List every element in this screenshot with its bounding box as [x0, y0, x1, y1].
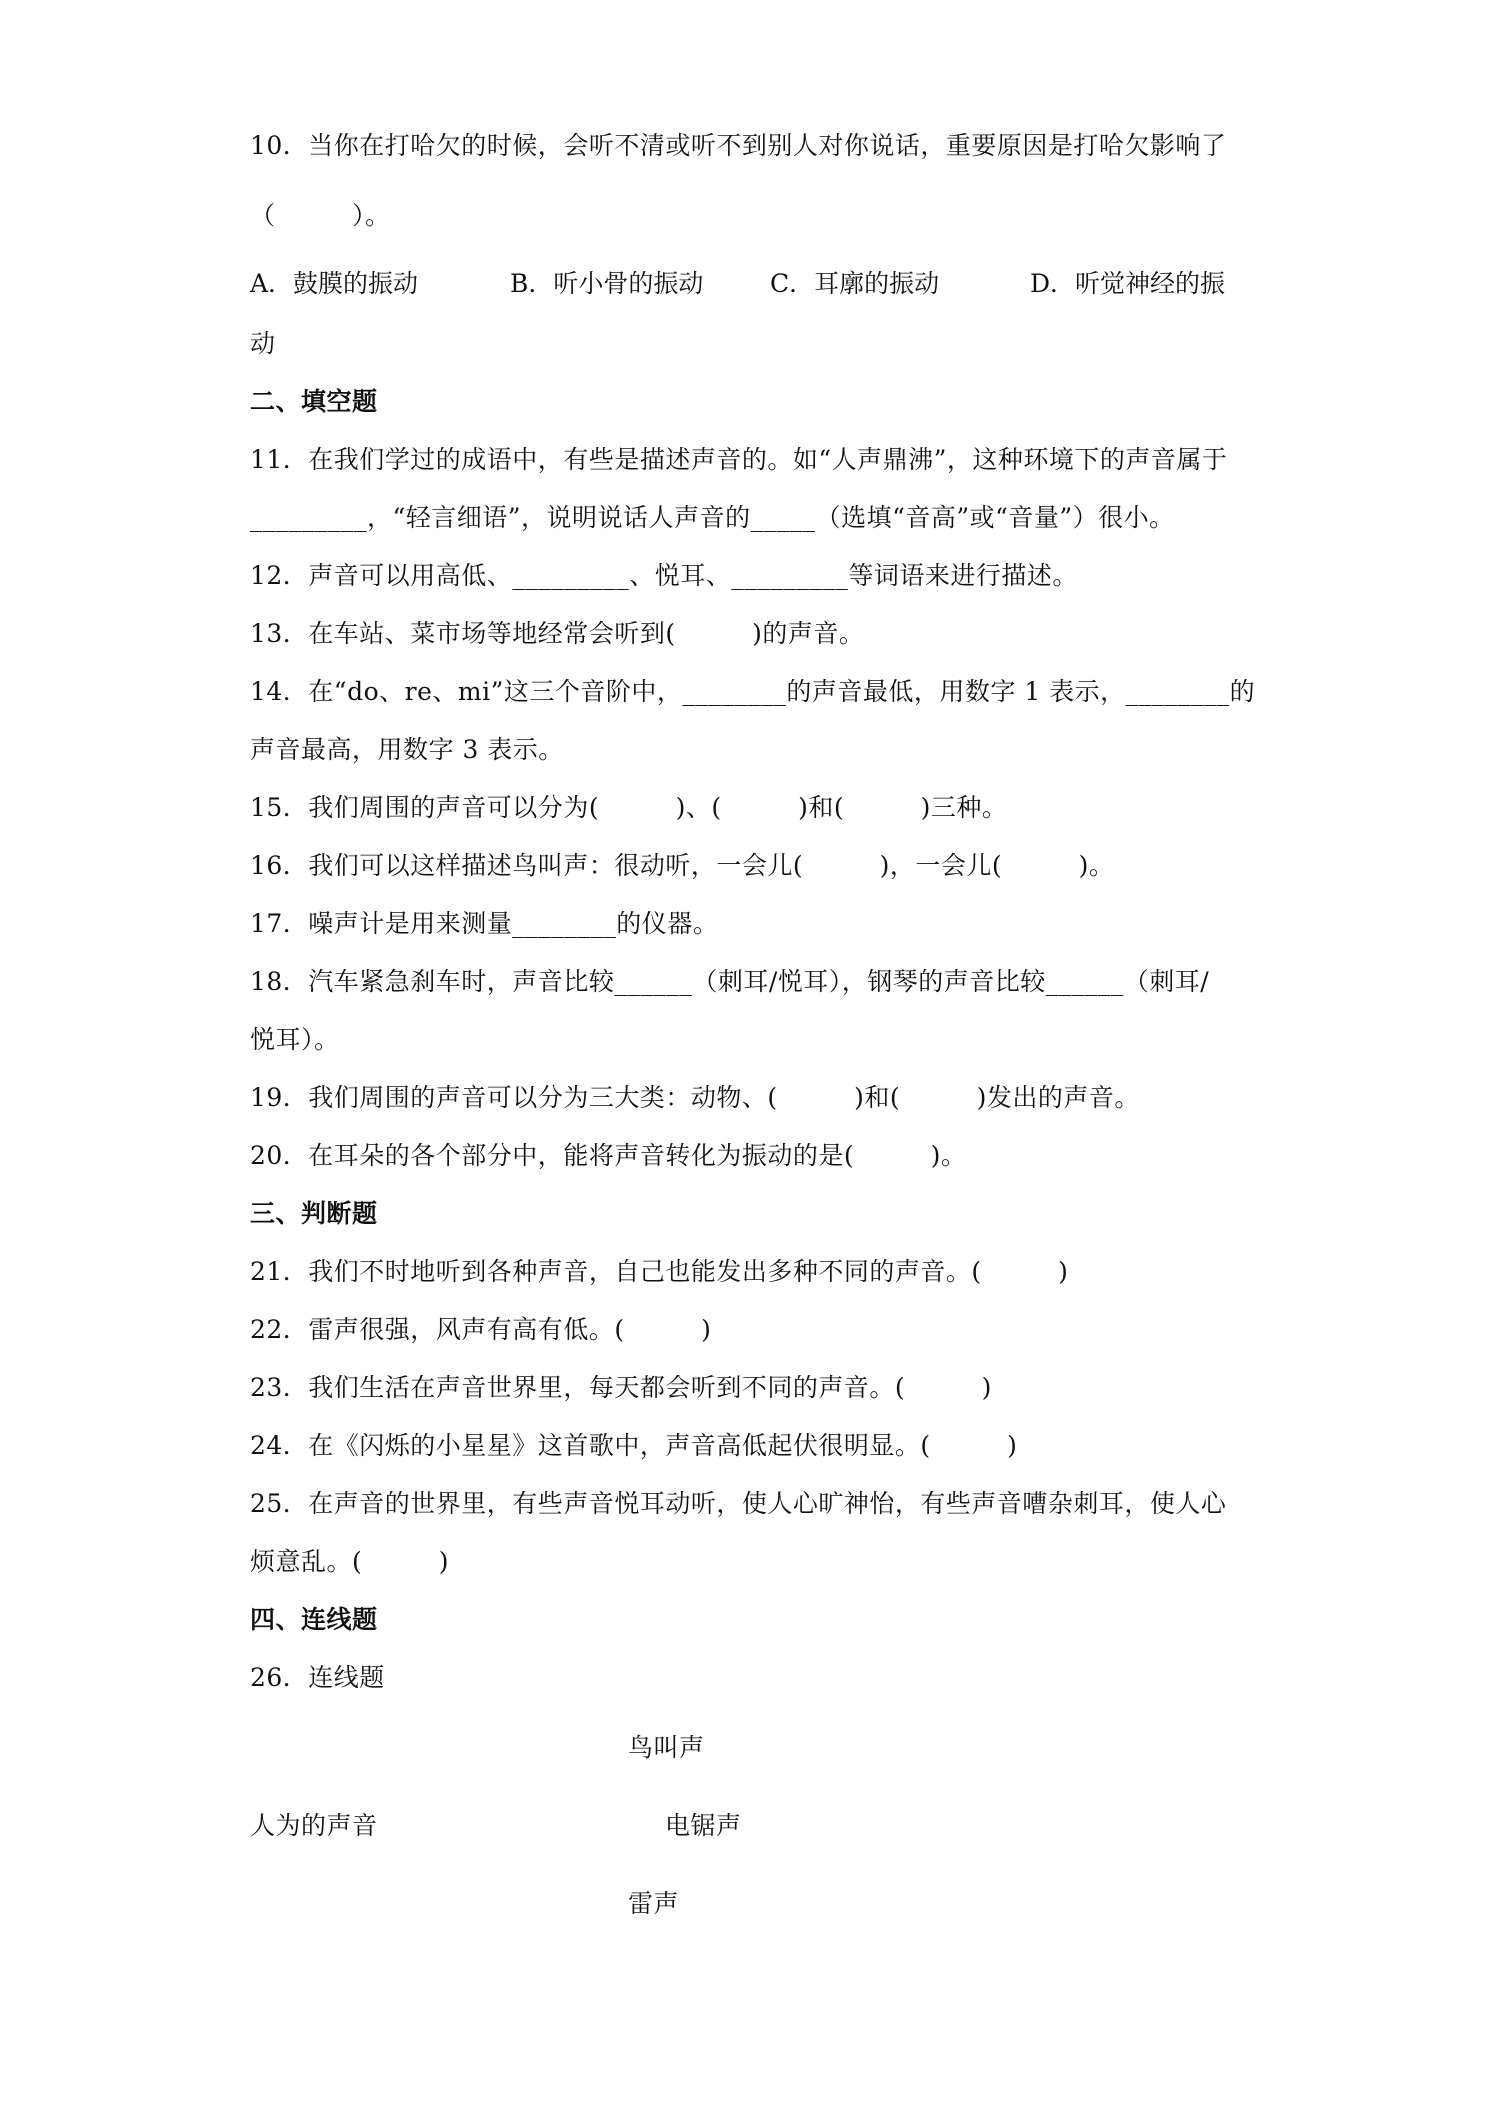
q10-line1: 10．当你在打哈欠的时候，会听不清或听不到别人对你说话，重要原因是打哈欠影响了	[250, 131, 1227, 160]
q25-line1: 25．在声音的世界里，有些声音悦耳动听，使人心旷神怡，有些声音嘈杂刺耳，使人心	[250, 1489, 1227, 1518]
q10-line2: （ ）。	[250, 201, 391, 230]
q10-option-a: A．鼓膜的振动	[250, 269, 419, 298]
q21: 21．我们不时地听到各种声音，自己也能发出多种不同的声音。( )	[250, 1257, 1069, 1286]
q10-option-d-cont: 动	[250, 329, 276, 358]
q12: 12．声音可以用高低、_________、悦耳、_________等词语来进行描述。	[250, 561, 1078, 590]
q24: 24．在《闪烁的小星星》这首歌中，声音高低起伏很明显。( )	[250, 1431, 1018, 1460]
q11-line1: 11．在我们学过的成语中，有些是描述声音的。如“人声鼎沸”，这种环境下的声音属于	[250, 445, 1228, 474]
q26-title: 26．连线题	[250, 1663, 385, 1692]
q26-item-thunder: 雷声	[628, 1889, 680, 1918]
q10-option-d: D．听觉神经的振	[1030, 269, 1226, 298]
q14-line2: 声音最高，用数字 3 表示。	[250, 735, 564, 764]
q25-line2: 烦意乱。( )	[250, 1547, 450, 1576]
q14-line1: 14．在“do、re、mi”这三个音阶中，________的声音最低，用数字 1 表示，________的	[250, 677, 1256, 706]
q18-line1: 18．汽车紧急刹车时，声音比较______（刺耳/悦耳），钢琴的声音比较______（刺耳/	[250, 967, 1210, 996]
q19: 19．我们周围的声音可以分为三大类：动物、( )和( )发出的声音。	[250, 1083, 1140, 1112]
q15: 15．我们周围的声音可以分为( )、( )和( )三种。	[250, 793, 1008, 822]
section-heading-true-false: 三、判断题	[250, 1199, 378, 1228]
q11-line2: _________，“轻言细语”，说明说话人声音的_____（选填“音高”或“音量”）很小。	[250, 503, 1175, 532]
q26-category-human: 人为的声音	[250, 1811, 378, 1840]
q17: 17．噪声计是用来测量________的仪器。	[250, 909, 719, 938]
q26-item-bird: 鸟叫声	[628, 1733, 705, 1762]
section-heading-fill-blank: 二、填空题	[250, 387, 378, 416]
q10-option-c: C．耳廓的振动	[770, 269, 940, 298]
q23: 23．我们生活在声音世界里，每天都会听到不同的声音。( )	[250, 1373, 992, 1402]
section-heading-matching: 四、连线题	[250, 1605, 378, 1634]
q10-option-b: B．听小骨的振动	[510, 269, 704, 298]
q20: 20．在耳朵的各个部分中，能将声音转化为振动的是( )。	[250, 1141, 967, 1170]
q13: 13．在车站、菜市场等地经常会听到( )的声音。	[250, 619, 865, 648]
q18-line2: 悦耳）。	[250, 1025, 340, 1054]
q22: 22．雷声很强，风声有高有低。( )	[250, 1315, 712, 1344]
q26-item-saw: 电锯声	[665, 1811, 742, 1840]
q16: 16．我们可以这样描述鸟叫声：很动听，一会儿( )，一会儿( )。	[250, 851, 1115, 880]
